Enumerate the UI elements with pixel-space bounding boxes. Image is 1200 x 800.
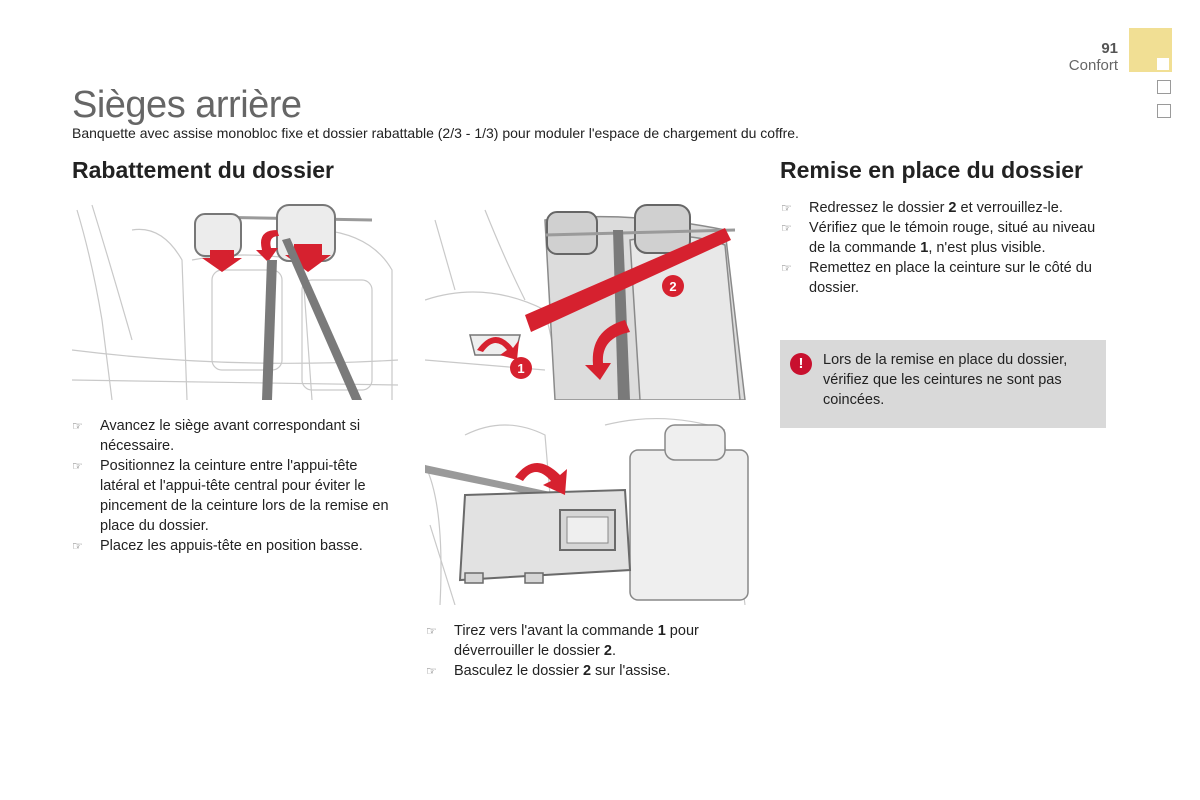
page-number: 91 <box>1101 40 1118 57</box>
page-title: Sièges arrière <box>72 84 302 126</box>
section-heading-folding: Rabattement du dossier <box>72 157 334 183</box>
callout-2: 2 <box>669 279 677 294</box>
list-item: ☞ Basculez le dossier 2 sur l'assise. <box>426 663 671 679</box>
warning-text: Lors de la remise en place du dossier, vérifiez que les ceintures ne sont pas coincées. <box>823 352 1068 408</box>
bullet-icon: ☞ <box>781 201 792 215</box>
bullet-icon: ☞ <box>426 624 437 638</box>
bullet-icon: ☞ <box>72 459 83 473</box>
page-subtitle: Banquette avec assise monobloc fixe et dossier rabattable (2/3 - 1/3) pour moduler l'espace de chargement du coffre. <box>72 125 799 141</box>
section-label: Confort <box>1068 57 1118 74</box>
list-item: ☞ Tirez vers l'avant la commande 1 pour déverrouiller le dossier 2. <box>426 623 699 659</box>
bullet-icon: ☞ <box>781 261 792 275</box>
list-item: ☞ Avancez le siège avant correspondant si nécessaire. <box>72 418 361 454</box>
chapter-tab-box <box>1157 104 1171 118</box>
folding-steps <box>426 621 751 681</box>
list-item: ☞ Positionnez la ceinture entre l'appui-tête latéral et l'appui-tête central pour éviter le pincement de la ceinture lors de la remise en place du dossier. <box>72 458 389 534</box>
bullet-icon: ☞ <box>426 664 437 678</box>
bullet-icon: ☞ <box>72 419 83 433</box>
folding-prep-steps <box>72 416 397 556</box>
chapter-tab-marker <box>1157 58 1169 70</box>
callout-1: 1 <box>517 361 525 376</box>
chapter-tab-box <box>1157 80 1171 94</box>
illustration-release-lever <box>425 200 751 400</box>
illustration-backrest-folded <box>425 405 751 605</box>
list-item: ☞ Remettez en place la ceinture sur le côté du dossier. <box>781 260 1092 296</box>
bullet-icon: ☞ <box>72 539 83 553</box>
bullet-icon: ☞ <box>781 221 792 235</box>
restore-steps <box>781 198 1101 298</box>
list-item: ☞ Redressez le dossier 2 et verrouillez-le. <box>781 200 1063 216</box>
section-heading-restore: Remise en place du dossier <box>780 157 1083 183</box>
illustration-headrests-lowered <box>72 200 398 400</box>
warning-icon: ! <box>790 353 812 375</box>
list-item: ☞ Vérifiez que le témoin rouge, situé au niveau de la commande 1, n'est plus visible. <box>781 220 1096 256</box>
list-item: ☞ Placez les appuis-tête en position basse. <box>72 538 363 554</box>
